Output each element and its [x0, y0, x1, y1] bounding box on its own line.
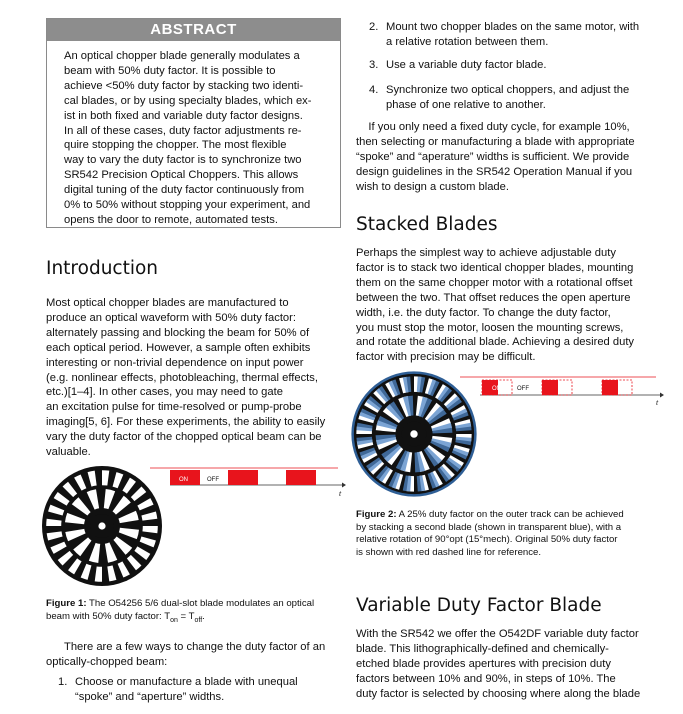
on-pulse [602, 380, 618, 395]
figure-1-illustration [40, 460, 350, 590]
caption-line: relative rotation of 90°opt (15°mech). Original 50% duty factor [356, 534, 618, 545]
on-label: ON [179, 477, 188, 483]
list-body [386, 83, 655, 113]
hub-hole [98, 522, 105, 529]
list-line: Mount two chopper blades on the same motor, with [386, 21, 640, 33]
caption-text: A 25% duty factor on the outer track can be achieved [396, 509, 624, 520]
caption-label: Figure 2: [356, 509, 397, 520]
caption-sub: off [194, 616, 203, 624]
abstract-line: In all of these cases, duty factor adjustments re- [64, 124, 302, 137]
list-number: 2. [369, 21, 379, 33]
variable-line: duty factor is selected by choosing where along the blade [356, 687, 641, 700]
intro-line: alternately passing and blocking the beam for 50% of [46, 326, 310, 339]
caption-text: = T [177, 610, 195, 622]
variable-blade-text [356, 627, 655, 702]
abstract-box [46, 18, 341, 228]
on-pulse [286, 470, 316, 485]
introduction-heading: Introduction [46, 258, 159, 279]
list-line: Synchronize two optical choppers, and adjust the [386, 84, 630, 96]
chopper-blade-2 [352, 372, 476, 496]
variable-line: blade. This lithographically-defined and chemically- [356, 642, 609, 655]
introduction-text [46, 296, 344, 460]
abstract-title: ABSTRACT [47, 19, 340, 41]
on-pulse [228, 470, 258, 485]
abstract-line: way to vary the duty factor is to synchronize two [64, 154, 302, 167]
caption-label: Figure 1: [46, 598, 87, 609]
abstract-line: digital tuning of the duty factor continuously from [64, 184, 305, 197]
intro-line: etc.)[1–4]. In other cases, you may need to gate [46, 386, 283, 399]
intro-line: an excitation pulse for time-resolved or pump-probe [46, 401, 302, 414]
stacked-line: you must stop the motor, loosen the mounting screws, [356, 321, 624, 334]
chopper-blade-1 [42, 466, 162, 586]
off-label: OFF [517, 386, 529, 392]
list-item-2 [369, 20, 655, 50]
stacked-line: Perhaps the simplest way to achieve adjustable duty [356, 247, 616, 259]
list-item-1 [58, 675, 344, 705]
waveform-2 [460, 377, 664, 407]
list-line: a relative rotation between them. [386, 35, 549, 48]
stacked-line: factor with precision may be difficult. [356, 351, 536, 364]
abstract-line: beam with 50% duty factor. It is possible to [64, 64, 276, 77]
intro-line: produce an optical waveform with 50% duty factor: [46, 311, 296, 324]
stacked-line: and rotate the additional blade. Achieving a desired duty [356, 336, 635, 349]
list-body [386, 58, 655, 73]
para-line: If you only need a fixed duty cycle, for example 10%, [356, 121, 630, 133]
abstract-line: achieve <50% duty factor by stacking two identi- [64, 79, 304, 92]
caption-text: . [202, 610, 205, 622]
hub-hole [410, 430, 417, 437]
on-pulse [542, 380, 558, 395]
stacked-line: factor is to stack two identical chopper blades, mounting [356, 261, 634, 274]
intro-line: valuable. [46, 446, 91, 459]
list-line: “spoke” and “aperture” widths. [75, 690, 225, 703]
list-item-3 [369, 58, 655, 74]
ways-intro [46, 640, 344, 670]
list-item-4 [369, 83, 655, 113]
abstract-line: cal blades, or by using specialty blades, which ex- [64, 94, 312, 107]
stacked-line: them on the same chopper motor with a rotational offset [356, 276, 633, 289]
stacked-blades-text [356, 246, 655, 365]
intro-line: Most optical chopper blades are manufactured to [46, 297, 289, 309]
t-label: t [656, 398, 659, 407]
list-number: 4. [369, 84, 379, 96]
caption-line [356, 509, 655, 522]
caption-line [46, 611, 344, 627]
stacked-line: between the two. That offset reduces the open aperture [356, 291, 631, 304]
t-label: t [339, 489, 342, 498]
list-body [386, 20, 655, 50]
variable-blade-heading: Variable Duty Factor Blade [356, 595, 602, 616]
para-line: “spoke” and “aperature” widths is sufficient. We provide [356, 150, 630, 163]
variable-line: With the SR542 we offer the O542DF variable duty factor [356, 628, 639, 640]
intro-line: each optical period. However, a sample often exhibits [46, 341, 311, 354]
variable-line: factors between 10% and 90%, in steps of 10%. The [356, 672, 616, 685]
caption-text: The O54256 5/6 dual-slot blade modulates an optical [86, 598, 315, 609]
abstract-line: 0% to 50% without stopping your experiment, and [64, 199, 311, 212]
intro-line: vary the duty factor of the chopped optical beam can be [46, 431, 322, 444]
off-label: OFF [207, 477, 219, 483]
ways-line: optically-chopped beam: [46, 655, 168, 668]
time-axis-arrow [660, 393, 664, 398]
stacked-blades-heading: Stacked Blades [356, 214, 498, 235]
abstract-line: SR542 Precision Optical Choppers. This allows [64, 169, 299, 182]
abstract-text [64, 49, 326, 228]
list-line: Choose or manufacture a blade with unequal [75, 676, 298, 688]
caption-line [46, 598, 344, 611]
abstract-line: quire stopping the chopper. The most flexible [64, 139, 287, 152]
list-number: 3. [369, 59, 379, 71]
figure-2-illustration [350, 368, 670, 503]
figure-2-caption [356, 509, 655, 559]
time-axis-arrow [342, 483, 346, 488]
para-line: then selecting or manufacturing a blade with appropriate [356, 135, 635, 148]
stacked-line: width, i.e. the duty factor. To change the duty factor, [356, 306, 611, 319]
fixed-duty-paragraph [356, 120, 655, 195]
list-line: phase of one relative to another. [386, 98, 546, 111]
caption-line: is shown with red dashed line for reference. [356, 546, 542, 558]
list-body [75, 675, 344, 705]
list-number: 1. [58, 676, 68, 688]
para-line: wish to design a custom blade. [356, 180, 509, 193]
figure-1-caption [46, 598, 344, 627]
abstract-line: An optical chopper blade generally modulates a [64, 50, 300, 62]
intro-line: interesting or non-trivial dependence on input power [46, 356, 304, 369]
on-label: ON [492, 386, 501, 392]
abstract-line: opens the door to remote, automated tests. [64, 213, 278, 226]
caption-text: beam with 50% duty factor: T [46, 610, 171, 622]
para-line: design guidelines in the SR542 Operation Manual if you [356, 165, 633, 178]
intro-line: (e.g. nonlinear effects, photobleaching, thermal effects, [46, 371, 318, 384]
caption-sub: on [170, 616, 178, 624]
ways-line: There are a few ways to change the duty factor of an [64, 641, 326, 653]
variable-line: etched blade provides apertures with precision duty [356, 657, 611, 670]
caption-line: by stacking a second blade (shown in transparent blue), with a [356, 521, 622, 533]
waveform-1 [150, 468, 346, 498]
intro-line: imaging[5, 6]. For these experiments, the ability to easily [46, 416, 326, 429]
abstract-line: ist in both fixed and variable duty factor designs. [64, 109, 303, 122]
list-line: Use a variable duty factor blade. [386, 59, 547, 71]
